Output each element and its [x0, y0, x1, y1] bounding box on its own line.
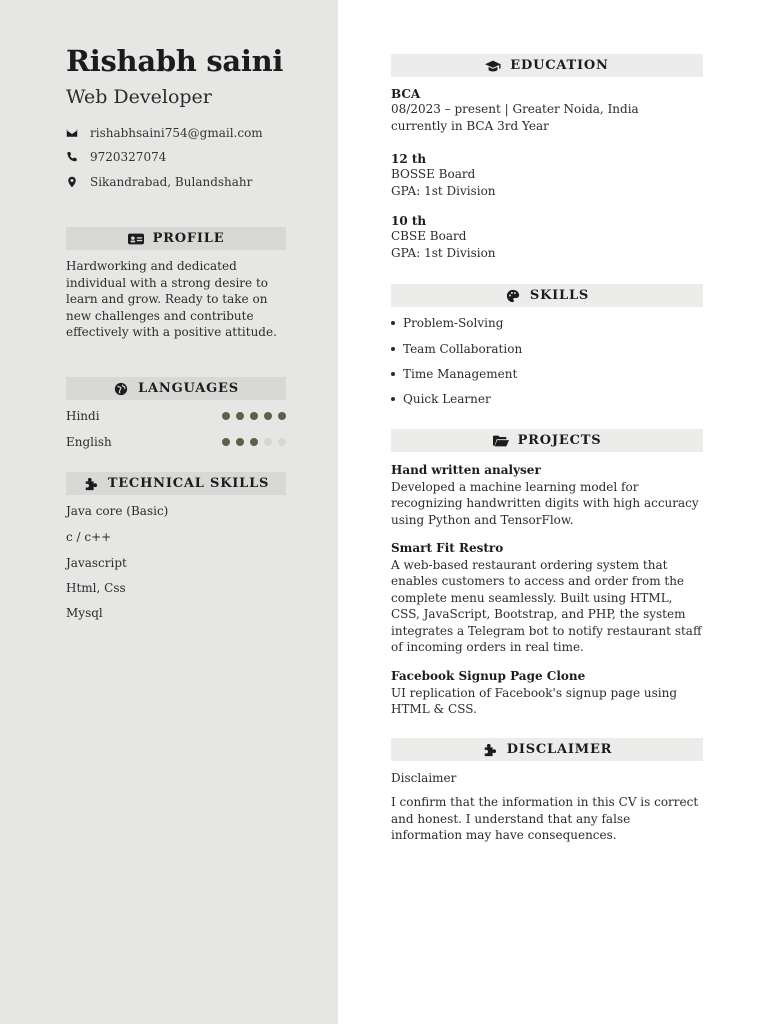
bullet	[391, 347, 395, 351]
education-heading	[391, 54, 703, 77]
graduation-cap-icon	[485, 59, 501, 73]
puzzle-piece-icon	[83, 477, 99, 491]
technical-skill-item: Java core (Basic)	[66, 504, 169, 518]
projects-heading	[391, 429, 703, 452]
skill-text: Problem-Solving	[403, 316, 504, 330]
job-title: Web Developer	[66, 86, 212, 108]
education-heading-text: EDUCATION	[510, 58, 609, 73]
education-detail: GPA: 1st Division	[391, 184, 496, 198]
phone-icon	[66, 151, 78, 163]
technical-skill-item: Html, Css	[66, 581, 126, 595]
profile-heading	[66, 227, 286, 250]
palette-icon	[505, 289, 521, 303]
technical-skill-item: c / c++	[66, 530, 112, 544]
education-detail: BOSSE Board	[391, 167, 476, 181]
profile-text: Hardworking and dedicated individual with a strong desire to learn and grow. Ready to take on new challenges and contribute effectively with a positive attitude.	[66, 259, 277, 339]
technical-skill-item: Javascript	[66, 556, 127, 570]
phone-text: 9720327074	[90, 150, 167, 164]
project-description: Developed a machine learning model for recognizing handwritten digits with high accuracy using Python and TensorFlow.	[391, 479, 699, 527]
technical-skills-heading	[66, 472, 286, 495]
technical-skill-item: Mysql	[66, 606, 103, 620]
skill-text: Team Collaboration	[403, 342, 523, 356]
contact-email	[66, 126, 263, 140]
skill-item	[391, 316, 503, 330]
disclaimer-heading	[391, 738, 703, 761]
skills-heading	[391, 284, 703, 307]
contact-location	[66, 175, 252, 189]
sidebar	[0, 0, 338, 1024]
skill-text: Quick Learner	[403, 392, 491, 406]
project-title: Smart Fit Restro	[391, 541, 504, 555]
technical-skills-heading-text: TECHNICAL SKILLS	[107, 476, 270, 491]
bullet	[391, 372, 395, 376]
level-dot-empty	[264, 438, 272, 446]
project-title: Facebook Signup Page Clone	[391, 669, 586, 683]
puzzle-piece-icon	[482, 743, 498, 757]
language-name: English	[66, 435, 112, 449]
bullet	[391, 397, 395, 401]
folder-open-icon	[493, 434, 509, 448]
level-dot-filled	[222, 412, 230, 420]
education-entry	[391, 152, 703, 200]
language-row	[66, 409, 286, 423]
level-dot-filled	[278, 412, 286, 420]
map-pin-icon	[66, 176, 78, 188]
globe-icon	[113, 382, 129, 396]
education-detail: GPA: 1st Division	[391, 246, 496, 260]
education-title: 10 th	[391, 214, 427, 228]
education-detail: CBSE Board	[391, 229, 467, 243]
level-dot-filled	[250, 412, 258, 420]
education-detail: 08/2023 – present | Greater Noida, India	[391, 102, 639, 116]
skill-text: Time Management	[403, 367, 518, 381]
project-entry	[391, 462, 705, 528]
skill-item	[391, 392, 491, 406]
project-description: UI replication of Facebook's signup page using HTML & CSS.	[391, 685, 678, 716]
envelope-icon	[66, 127, 78, 139]
language-row	[66, 435, 286, 449]
project-entry	[391, 540, 705, 656]
education-entry	[391, 87, 703, 135]
skill-item	[391, 342, 522, 356]
profile-heading-text: PROFILE	[152, 231, 225, 246]
project-description: A web-based restaurant ordering system that enables customers to access and order from the complete menu seamlessly. Built using HTML, CSS, JavaScript, Bootstrap, and PHP, the system integrates a Telegram bot to notify restaurant staff of incoming orders in real time.	[391, 557, 702, 654]
disclaimer-heading-text: DISCLAIMER	[506, 742, 613, 757]
education-title: 12 th	[391, 152, 427, 166]
language-level-dots	[222, 412, 286, 420]
contact-phone	[66, 150, 166, 164]
level-dot-filled	[236, 438, 244, 446]
language-level-dots	[222, 438, 286, 446]
person-name: Rishabh saini	[66, 44, 284, 78]
project-title: Hand written analyser	[391, 463, 541, 477]
languages-heading-text: LANGUAGES	[138, 381, 239, 396]
level-dot-filled	[264, 412, 272, 420]
education-detail: currently in BCA 3rd Year	[391, 119, 549, 133]
projects-heading-text: PROJECTS	[517, 433, 602, 448]
project-entry	[391, 668, 705, 718]
disclaimer-label: Disclaimer	[391, 771, 457, 785]
skill-item	[391, 367, 517, 381]
level-dot-empty	[278, 438, 286, 446]
id-card-icon	[128, 232, 144, 246]
skills-heading-text: SKILLS	[529, 288, 590, 303]
bullet	[391, 321, 395, 325]
education-title: BCA	[391, 87, 421, 101]
education-entry	[391, 214, 703, 262]
disclaimer-text: I confirm that the information in this CV is correct and honest. I understand that any false information may have consequences.	[391, 795, 699, 842]
level-dot-filled	[236, 412, 244, 420]
languages-heading	[66, 377, 286, 400]
location-text: Sikandrabad, Bulandshahr	[90, 175, 253, 189]
level-dot-filled	[222, 438, 230, 446]
level-dot-filled	[250, 438, 258, 446]
language-name: Hindi	[66, 409, 100, 423]
email-text: rishabhsaini754@gmail.com	[90, 126, 263, 140]
